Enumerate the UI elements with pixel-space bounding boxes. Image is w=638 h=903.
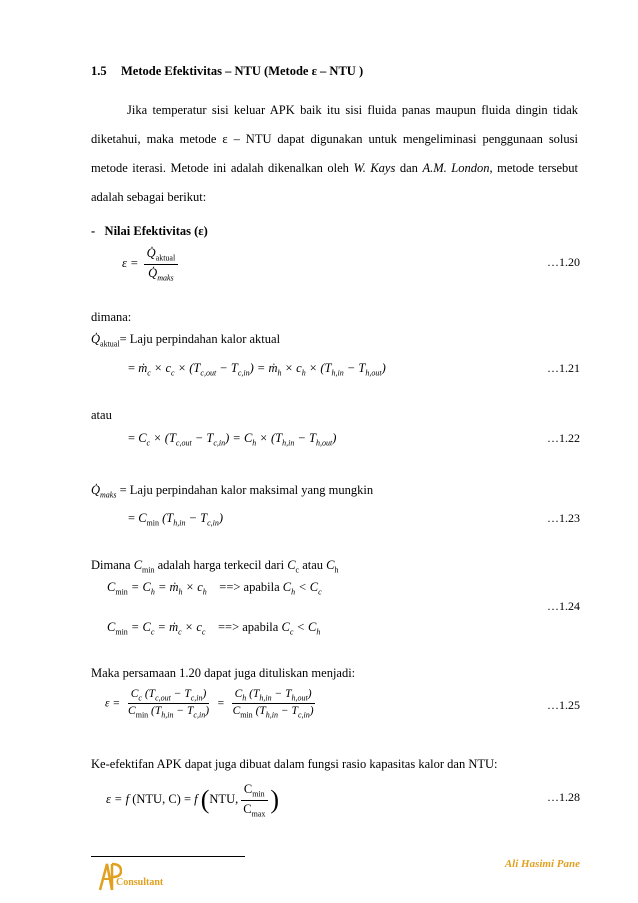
atau-label: atau: [91, 408, 112, 422]
q-maks-text: = Laju perpindahan kalor maksimal yang mungkin: [119, 483, 374, 497]
footer-author: Ali Hasimi Pane: [504, 858, 580, 870]
equation-1-22: = $C_c \times (T_{c,out} - T_{c,in}) = C_h \times (T_{h,in} - T_{h,out})$: [128, 431, 337, 448]
cmin-text-b: adalah harga terkecil dari: [154, 558, 288, 572]
apabila-1: ==> apabila: [219, 580, 280, 594]
footer-logo: [96, 860, 246, 892]
author-london: A.M. London: [422, 161, 490, 175]
nilai-efektivitas-label: - Nilai Efektivitas (ε): [91, 224, 208, 238]
q-aktual-definition: $Q̇_{aktual}=$ Laju perpindahan kalor aktual: [91, 332, 281, 349]
maka-sentence: Maka persamaan 1.20 dapat juga dituliskan menjadi:: [91, 666, 356, 680]
equation-1-20: ε = $\frac{Q̇_{aktual}}{Q̇_{maks}}$: [122, 246, 180, 282]
logo-consultant-text: Consultant: [116, 877, 164, 888]
equation-1-25: ε = $\frac{C_c (T_{c,out} - T_{c,in})}{C_{min} (T_{h,in} - T_{c,in})}$ = $\frac{C_h (T_{h,in} - T_{h,out})}{C_{min} (T_{h,in} - T_{c,in})}$: [105, 688, 314, 720]
intro-text-a: Jika temperatur sisi keluar APK baik itu sisi fluida panas maupun fluida dingin tidak diketahui, maka metode ε – NTU dapat digunakan untuk mengeliminasi penggunaan solusi metode iterasi. Metode ini adalah dikenalkan oleh: [91, 103, 578, 175]
eq-number-1-21: …1.21: [547, 361, 580, 375]
apabila-2: ==> apabila: [217, 620, 279, 634]
section-number: 1.5: [91, 64, 107, 78]
equation-1-23: = $C_{min}$ $(T_{h,in} - T_{c,in})$: [128, 511, 224, 528]
eq-number-1-24: …1.24: [547, 599, 580, 613]
ke-efektifan-sentence: Ke-efektifan APK dapat juga dibuat dalam fungsi rasio kapasitas kalor dan NTU:: [91, 757, 498, 771]
cmin-text-a: Dimana: [91, 558, 134, 572]
eq-number-1-22: …1.22: [547, 431, 580, 445]
cmin-explanation: Dimana $C_{min}$ adalah harga terkecil dari $C_c$ atau $C_h$: [91, 558, 339, 575]
eq-number-1-25: …1.25: [547, 698, 580, 712]
intro-paragraph: [91, 96, 578, 212]
cmin-text-c: atau: [299, 558, 327, 572]
intro-text-b: , metode tersebut adalah sebagai berikut:: [91, 161, 579, 204]
equation-1-24-a: $C_{min} = C_h$ = ṁ$_h$ × $c_h$ ==> apabila $C_h < C_c$: [107, 580, 322, 597]
intro-and: dan: [395, 161, 423, 175]
section-title: Metode Efektivitas – NTU (Metode ε – NTU ): [121, 64, 364, 78]
dimana-label: dimana:: [91, 310, 132, 324]
author-kays: W. Kays: [353, 161, 396, 175]
equation-1-24-b: $C_{min} = C_c$ = ṁ$_c$ × $c_c$ ==> apabila $C_c < C_h$: [107, 620, 321, 637]
eq-number-1-23: …1.23: [547, 511, 580, 525]
footer-rule: [91, 856, 245, 857]
section-heading: [91, 64, 363, 79]
equation-1-28: ε = f (NTU, C) = f (NTU, $\frac{C_{min}}{C_{max}}$ ): [106, 782, 280, 818]
equation-1-21: = ṁ$_c$ × $c_c \times (T_{c,out} - T_{c,in})$ = ṁ$_h$ × $c_h \times (T_{h,in} - T_{h,out})$: [128, 361, 386, 378]
q-maks-definition: $Q̇_{maks}$ = Laju perpindahan kalor maksimal yang mungkin: [91, 483, 374, 500]
eq-number-1-28: …1.28: [547, 790, 580, 804]
eq-number-1-20: …1.20: [547, 255, 580, 269]
q-aktual-text: = Laju perpindahan kalor aktual: [119, 332, 281, 346]
